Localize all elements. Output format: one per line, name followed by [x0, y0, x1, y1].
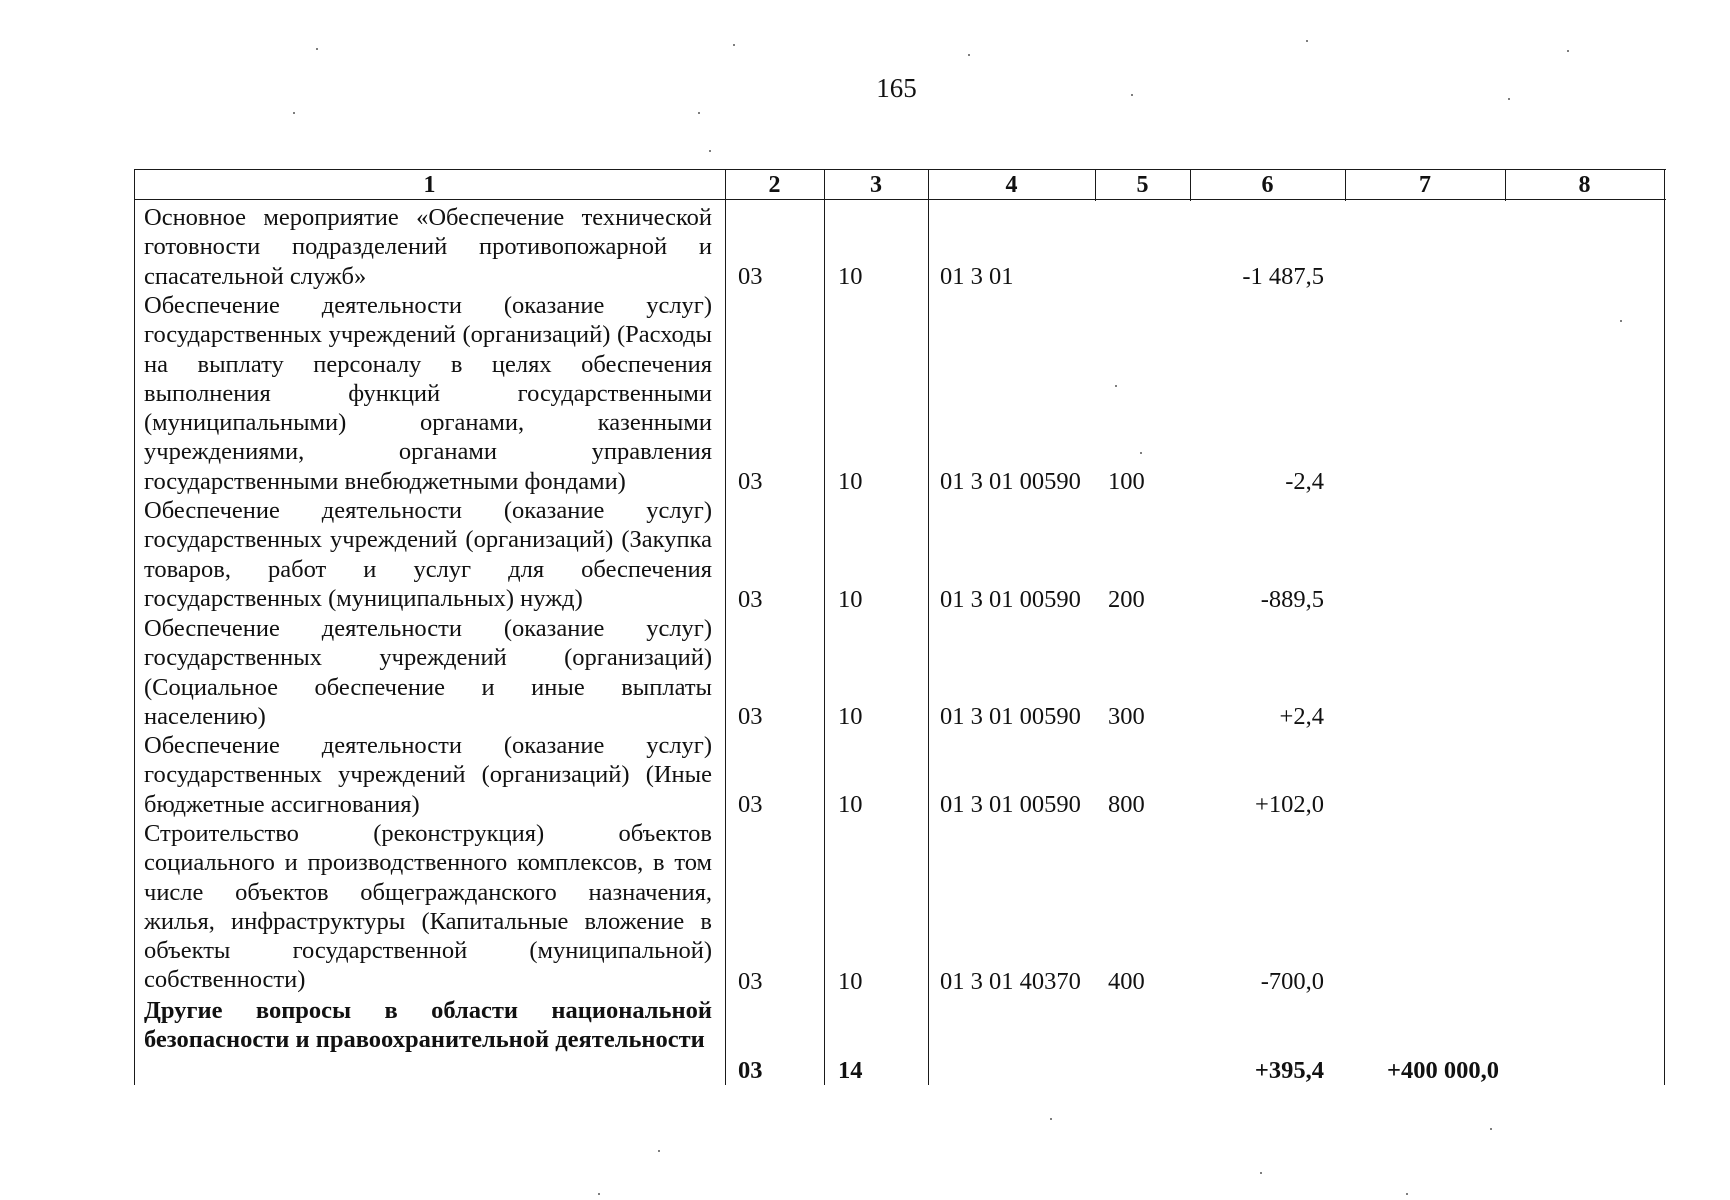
cell-target-article: 01 3 01 40370 [940, 967, 1081, 995]
row-description: Строительство (реконструкция) объектов социального и производственного комплексов, в том числе объектов общегражданского назначения, жилья, инфраструктуры (Капитальные вложение в объекты государственной (муниципальной) собственности) [144, 820, 712, 994]
header-col-6: 6 [1261, 172, 1274, 198]
row-description: Обеспечение деятельности (оказание услуг) государственных учреждений (организаций) (Социальное обеспечение и иные выплаты населению) [144, 615, 712, 730]
scan-speck [316, 48, 318, 50]
header-col-7: 7 [1419, 172, 1431, 198]
table-row [134, 614, 1666, 731]
cell-expense-type: 200 [1108, 585, 1145, 613]
scan-speck [968, 54, 970, 56]
budget-table [134, 169, 1666, 1085]
scan-speck [1508, 98, 1510, 100]
row-description: Обеспечение деятельности (оказание услуг) государственных учреждений (организаций) (Закупка товаров, работ и услуг для обеспечения государственных (муниципальных) нужд) [144, 497, 712, 612]
cell-section: 03 [738, 262, 763, 290]
header-col-2: 2 [768, 172, 781, 198]
cell-target-article: 01 3 01 [940, 262, 1014, 290]
cell-expense-type: 400 [1108, 967, 1145, 995]
cell-subsection: 10 [838, 467, 863, 495]
scan-speck [1490, 1128, 1492, 1130]
cell-target-article: 01 3 01 00590 [940, 790, 1081, 818]
cell-section: 03 [738, 702, 763, 730]
scan-speck [293, 112, 295, 114]
scan-speck [1131, 94, 1133, 96]
scan-speck [1260, 1172, 1262, 1174]
cell-section: 03 [738, 790, 763, 818]
cell-target-article: 01 3 01 00590 [940, 585, 1081, 613]
table-row [134, 819, 1666, 996]
scan-speck [698, 112, 700, 114]
scan-speck [598, 1193, 600, 1195]
scan-speck [1567, 50, 1569, 52]
cell-section: 03 [738, 585, 763, 613]
cell-expense-type: 800 [1108, 790, 1145, 818]
cell-expense-type: 300 [1108, 702, 1145, 730]
scan-speck [709, 150, 711, 152]
table-row [134, 203, 1666, 291]
header-col-8: 8 [1578, 172, 1591, 198]
scan-speck [1306, 40, 1308, 42]
row-description: Обеспечение деятельности (оказание услуг) государственных учреждений (организаций) (Расходы на выплату персоналу в целях обеспечения выполнения функций государственными (муниципальными) органами, казенными учреждениями, органами управления государственными внебюджетными фондами) [144, 292, 712, 495]
table-row [134, 731, 1666, 819]
cell-subsection: 10 [838, 262, 863, 290]
cell-section: 03 [738, 467, 763, 495]
scan-speck [1620, 320, 1622, 322]
cell-amount: -1 487,5 [1242, 262, 1324, 290]
row-description: Обеспечение деятельности (оказание услуг) государственных учреждений (организаций) (Иные бюджетные ассигнования) [144, 732, 712, 818]
cell-target-article: 01 3 01 00590 [940, 467, 1081, 495]
page-number: 165 [876, 73, 917, 103]
scan-speck [1406, 1193, 1408, 1195]
cell-amount: -700,0 [1260, 967, 1324, 995]
table-row [134, 496, 1666, 614]
cell-expense-type: 100 [1108, 467, 1145, 495]
table-row [134, 996, 1666, 1085]
scan-speck [658, 1150, 660, 1152]
cell-subsection: 10 [838, 585, 863, 613]
cell-amount: +102,0 [1255, 790, 1324, 818]
cell-amount: -889,5 [1260, 585, 1324, 613]
header-divider [134, 199, 1666, 200]
scan-speck [1140, 452, 1142, 454]
scan-speck [733, 44, 735, 46]
cell-subsection: 10 [838, 967, 863, 995]
table-row [134, 291, 1666, 496]
scan-speck [1050, 1118, 1052, 1120]
cell-subsection: 10 [838, 702, 863, 730]
cell-amount-col7: +400 000,0 [1387, 1056, 1499, 1084]
cell-section: 03 [738, 967, 763, 995]
cell-subsection: 14 [838, 1056, 863, 1084]
cell-amount: -2,4 [1285, 467, 1324, 495]
scan-speck [1115, 385, 1117, 387]
row-description: Основное мероприятие «Обеспечение технической готовности подразделений противопожарной и спасательной служб» [144, 204, 712, 290]
cell-amount: +2,4 [1279, 702, 1324, 730]
row-description: Другие вопросы в области национальной безопасности и правоохранительной деятельности [144, 997, 712, 1054]
header-col-1: 1 [423, 172, 436, 198]
cell-target-article: 01 3 01 00590 [940, 702, 1081, 730]
cell-amount: +395,4 [1254, 1056, 1324, 1084]
header-col-3: 3 [870, 172, 882, 198]
cell-subsection: 10 [838, 790, 863, 818]
header-col-5: 5 [1136, 172, 1149, 198]
header-col-4: 4 [1005, 172, 1018, 198]
cell-section: 03 [738, 1056, 763, 1084]
